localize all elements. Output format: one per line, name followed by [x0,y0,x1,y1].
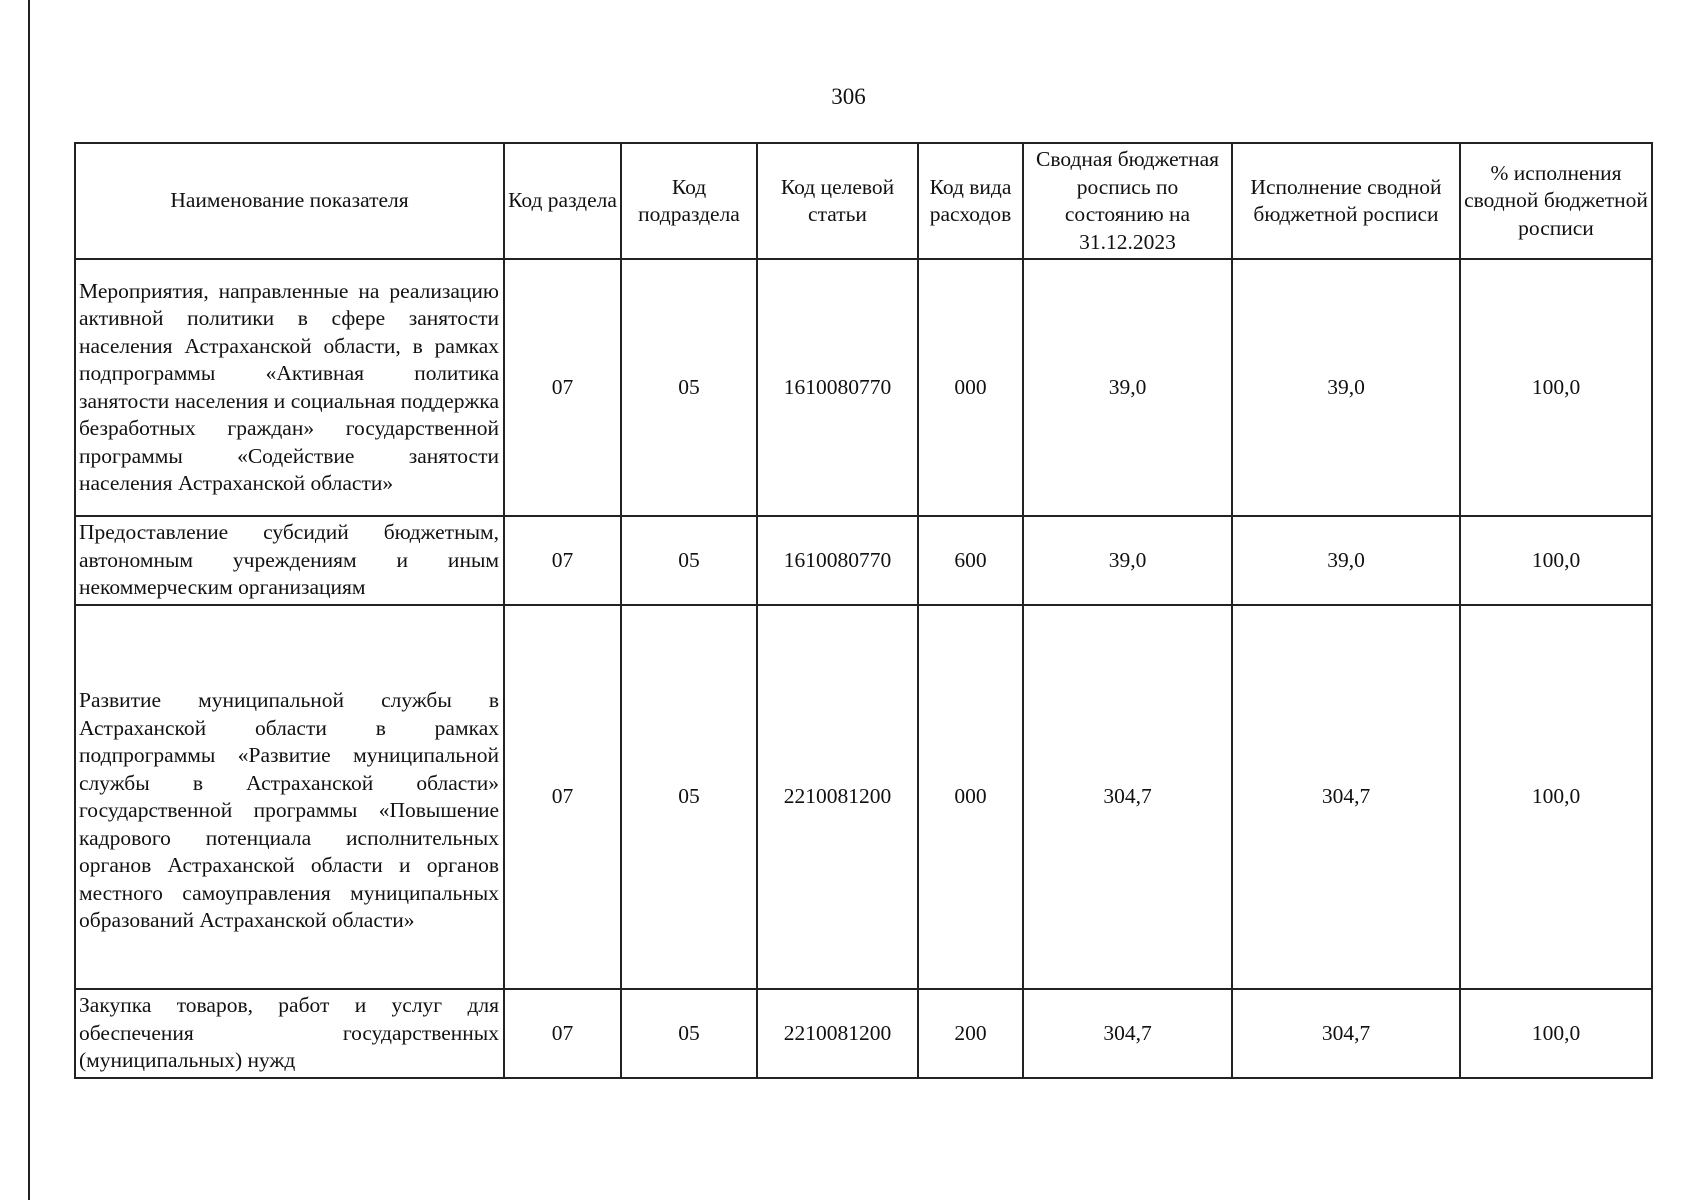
header-executed-budget: Исполнение сводной бюджетной росписи [1232,143,1460,259]
row-execution-percent: 100,0 [1460,516,1652,605]
header-planned-budget: Сводная бюджетная роспись по состоянию на 31.12.2023 [1023,143,1232,259]
row-indicator-name: Развитие муниципальной службы в Астраханской области в рамках подпрограммы «Развитие муниципальной службы в Астраханской области» государственной программы «Повышение кадрового потенциала исполнительных органов Астраханской области и органов местного самоуправления муниципальных образований Астраханской области» [75,605,504,989]
row-indicator-name: Мероприятия, направленные на реализацию активной политики в сфере занятости населения Астраханской области, в рамках подпрограммы «Активная политика занятости населения и социальная поддержка безработных граждан» государственной программы «Содействие занятости населения Астраханской области» [75,259,504,516]
row-planned-budget: 304,7 [1023,605,1232,989]
row-expense-type-code: 200 [918,989,1023,1078]
row-subsection-code: 05 [621,989,757,1078]
row-section-code: 07 [504,605,621,989]
row-target-code: 2210081200 [757,605,918,989]
row-planned-budget: 304,7 [1023,989,1232,1078]
table-row [75,516,1652,605]
budget-execution-table [74,142,1653,1079]
row-subsection-code: 05 [621,516,757,605]
row-target-code: 1610080770 [757,259,918,516]
header-section-code: Код раздела [504,143,621,259]
row-executed-budget: 39,0 [1232,516,1460,605]
page-binding-line [28,0,30,1200]
row-indicator-name: Предоставление субсидий бюджетным, автономным учреждениям и иным некоммерческим организациям [75,516,504,605]
header-indicator-name: Наименование показателя [75,143,504,259]
row-planned-budget: 39,0 [1023,516,1232,605]
table-row [75,989,1652,1078]
header-expense-type-code: Код вида расходов [918,143,1023,259]
row-expense-type-code: 000 [918,259,1023,516]
table-header-row [75,143,1652,259]
row-expense-type-code: 600 [918,516,1023,605]
row-executed-budget: 304,7 [1232,989,1460,1078]
row-expense-type-code: 000 [918,605,1023,989]
row-executed-budget: 39,0 [1232,259,1460,516]
table-row [75,259,1652,516]
row-target-code: 1610080770 [757,516,918,605]
header-target-code: Код целевой статьи [757,143,918,259]
row-indicator-name: Закупка товаров, работ и услуг для обеспечения государственных (муниципальных) нужд [75,989,504,1078]
row-subsection-code: 05 [621,259,757,516]
row-section-code: 07 [504,516,621,605]
row-section-code: 07 [504,989,621,1078]
row-executed-budget: 304,7 [1232,605,1460,989]
header-execution-percent: % исполнения сводной бюджетной росписи [1460,143,1652,259]
row-subsection-code: 05 [621,605,757,989]
row-execution-percent: 100,0 [1460,259,1652,516]
table-row [75,605,1652,989]
header-subsection-code: Код подраздела [621,143,757,259]
row-target-code: 2210081200 [757,989,918,1078]
page-number: 306 [831,84,866,109]
row-section-code: 07 [504,259,621,516]
row-execution-percent: 100,0 [1460,605,1652,989]
row-planned-budget: 39,0 [1023,259,1232,516]
row-execution-percent: 100,0 [1460,989,1652,1078]
